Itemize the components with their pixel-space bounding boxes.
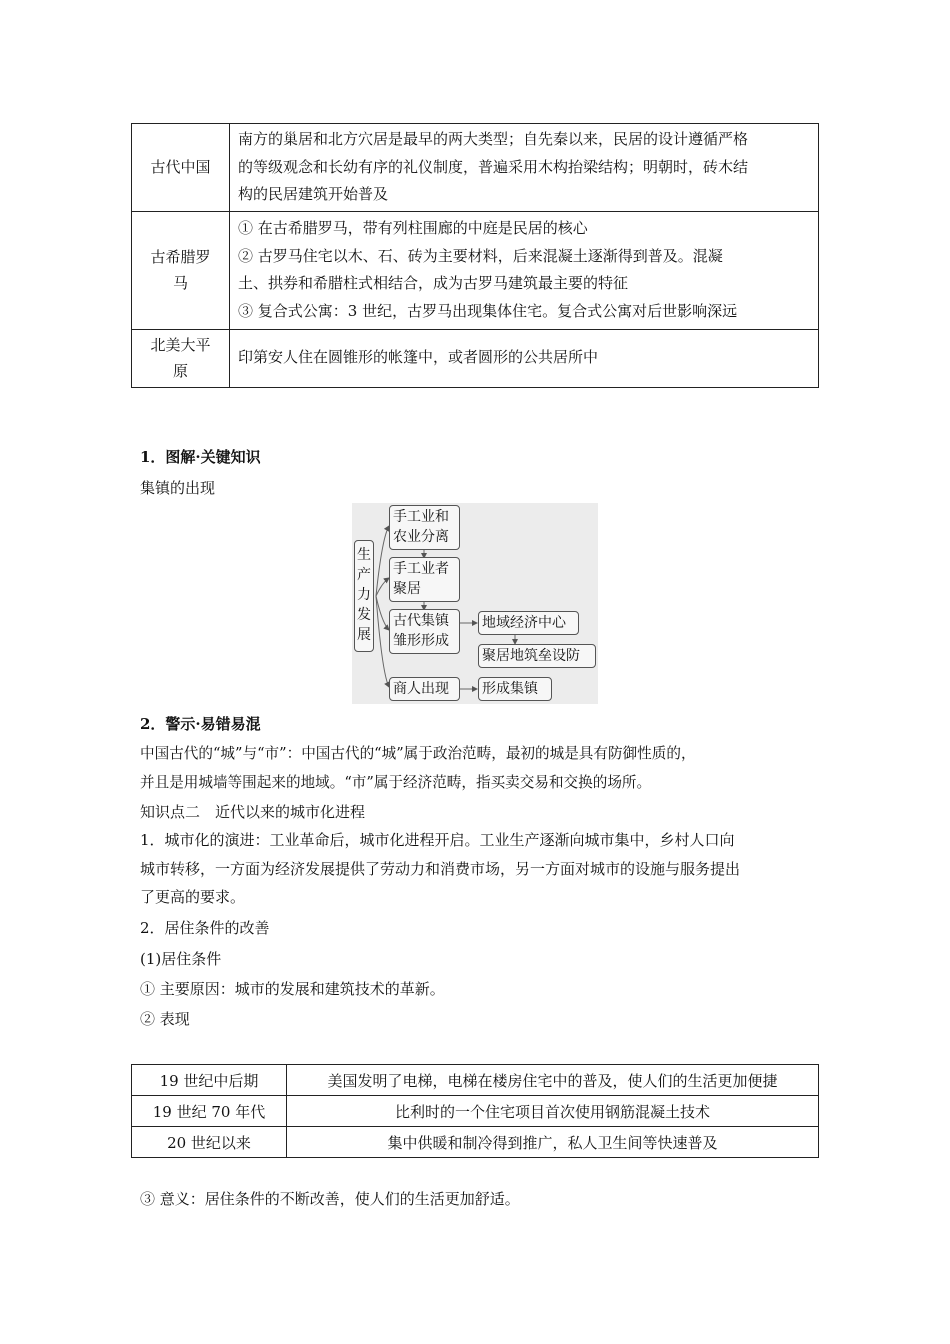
- header-line: 原: [172, 362, 188, 380]
- manifestation-heading: ② 表现: [140, 1010, 190, 1028]
- time-cell: 19 世纪 70 年代: [132, 1096, 287, 1127]
- productivity-node: [354, 540, 374, 652]
- market-town-formed-node: 形成集镇: [478, 677, 552, 701]
- table-row: [132, 124, 819, 212]
- paragraph-line: 1．城市化的演进：工业革命后，城市化进程开启。工业生产逐渐向城市集中，乡村人口向: [140, 831, 735, 849]
- content-line: 构的民居建筑开始普及: [238, 185, 389, 203]
- warning-paragraph: [140, 740, 812, 797]
- node-char: 展: [357, 627, 371, 643]
- node-line: 聚居: [393, 581, 421, 597]
- housing-timeline-table: [131, 1064, 819, 1158]
- time-cell: 19 世纪中后期: [132, 1065, 287, 1096]
- table-row: [132, 329, 819, 387]
- economic-center-node: 地域经济中心: [478, 611, 579, 635]
- header-line: 北美大平: [150, 336, 211, 354]
- row-content: [230, 124, 819, 212]
- merchants-node: 商人出现: [389, 677, 460, 701]
- header-line: 古希腊罗: [150, 248, 211, 266]
- section2-title: 2．警示·易错易混: [140, 715, 261, 733]
- paragraph-line: 城市转移，一方面为经济发展提供了劳动力和消费市场，另一方面对城市的设施与服务提出: [140, 859, 741, 878]
- living-conditions-heading: (1)居住条件: [140, 950, 222, 968]
- content-line: 南方的巢居和北方穴居是最早的两大类型；自先秦以来，民居的设计遵循严格: [238, 130, 749, 148]
- urbanization-paragraph: [140, 826, 812, 912]
- node-line: 手工业和: [393, 509, 449, 525]
- time-cell: 20 世纪以来: [132, 1127, 287, 1158]
- paragraph-line: 了更高的要求。: [140, 888, 246, 906]
- fortification-node: 聚居地筑垒设防: [478, 644, 596, 668]
- market-town-diagram: [352, 503, 598, 704]
- row-content: [230, 211, 819, 329]
- significance-line: ③ 意义：居住条件的不断改善，使人们的生活更加舒适。: [140, 1190, 520, 1208]
- content-line: ① 在古希腊罗马，带有列柱围廊的中庭是民居的核心: [238, 219, 588, 237]
- row-header: [132, 329, 230, 387]
- table-row: [132, 1065, 819, 1096]
- node-line: 农业分离: [393, 529, 449, 545]
- handicraft-separation-node: [389, 505, 460, 550]
- section1-title: 1．图解·关键知识: [140, 448, 261, 466]
- knowledge-point-title: 知识点二 近代以来的城市化进程: [140, 803, 366, 821]
- node-line: 古代集镇: [393, 613, 449, 629]
- town-prototype-node: [389, 609, 460, 654]
- header-line: 马: [172, 274, 188, 292]
- row-header: 古代中国: [132, 124, 230, 212]
- dwelling-table: [131, 123, 819, 388]
- event-cell: 集中供暖和制冷得到推广，私人卫生间等快速普及: [287, 1127, 819, 1158]
- table-row: [132, 1127, 819, 1158]
- node-char: 发: [357, 607, 371, 623]
- node-line: 雏形形成: [393, 633, 449, 649]
- artisans-gather-node: [389, 557, 460, 602]
- event-cell: 比利时的一个住宅项目首次使用钢筋混凝土技术: [287, 1096, 819, 1127]
- table-row: [132, 1096, 819, 1127]
- content-line: ③ 复合式公寓：3 世纪，古罗马出现集体住宅。复合式公寓对后世影响深远: [238, 301, 738, 320]
- row-header: [132, 211, 230, 329]
- paragraph-line: 中国古代的“城”与“市”：中国古代的“城”属于政治范畴，最初的城是具有防御性质的，: [140, 745, 696, 762]
- node-char: 力: [357, 587, 371, 603]
- row-content: 印第安人住在圆锥形的帐篷中，或者圆形的公共居所中: [230, 329, 819, 387]
- main-reason: ① 主要原因：城市的发展和建筑技术的革新。: [140, 980, 445, 998]
- content-line: ② 古罗马住宅以木、石、砖为主要材料，后来混凝土逐渐得到普及。混凝: [238, 246, 723, 265]
- node-char: 产: [357, 567, 371, 583]
- node-char: 生: [357, 547, 371, 563]
- event-cell: 美国发明了电梯，电梯在楼房住宅中的普及，使人们的生活更加便捷: [287, 1065, 819, 1096]
- content-line: 土、拱券和希腊柱式相结合，成为古罗马建筑最主要的特征: [238, 274, 629, 292]
- paragraph-line: 并且是用城墙等围起来的地域。“市”属于经济范畴，指买卖交易和交换的场所。: [140, 773, 652, 791]
- content-line: 的等级观念和长幼有序的礼仪制度，普遍采用木构抬梁结构；明朝时，砖木结: [238, 157, 749, 176]
- node-line: 手工业者: [393, 561, 449, 577]
- housing-heading: 2．居住条件的改善: [140, 919, 270, 937]
- table-row: [132, 211, 819, 329]
- section1-subtitle: 集镇的出现: [140, 479, 216, 497]
